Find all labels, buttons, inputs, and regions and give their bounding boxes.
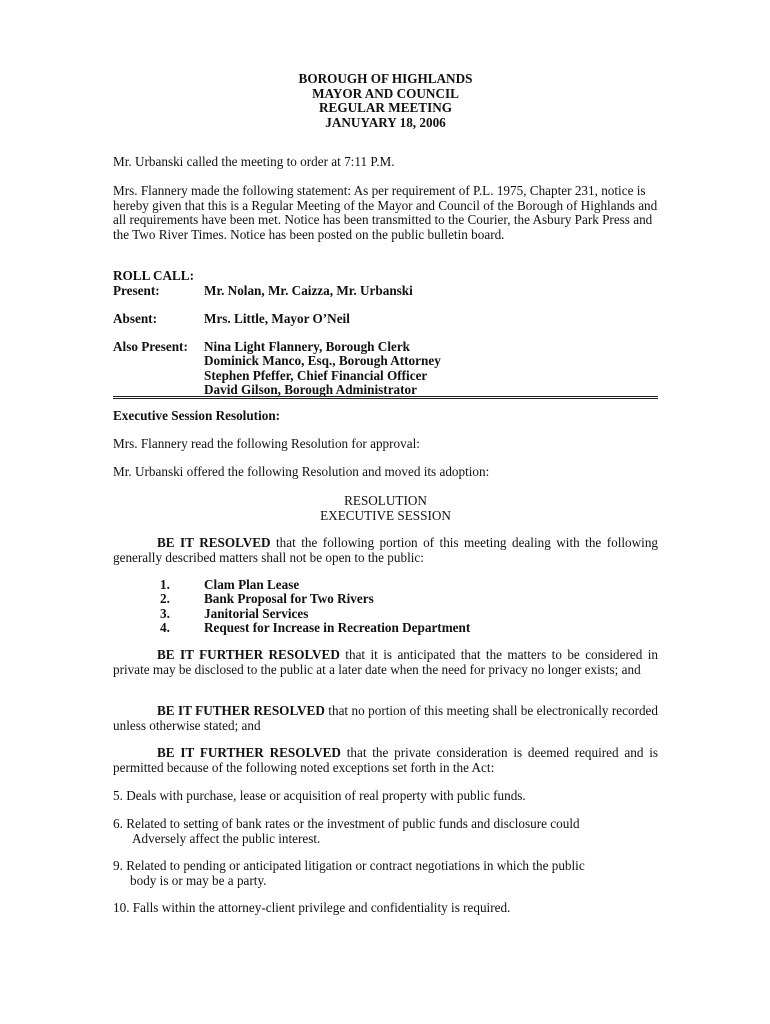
present-row	[113, 284, 658, 299]
present-value: Mr. Nolan, Mr. Caizza, Mr. Urbanski	[204, 283, 413, 298]
urbanski-offered: Mr. Urbanski offered the following Resolution and moved its adoption:	[113, 464, 490, 479]
flannery-read: Mrs. Flannery read the following Resolution for approval:	[113, 436, 420, 451]
resolved-clause-1	[113, 536, 658, 565]
notice-statement: Mrs. Flannery made the following statement: As per requirement of P.L. 1975, Chapter 231, notice is hereby given that this is a Regular Meeting of the Mayor and Council of the Borough of Highlands and all requirements have been met. Notice has been transmitted to the Courier, the Asbury Park Press and the Two River Times. Notice has been posted on the public bulletin board.	[113, 183, 658, 242]
also-present-label: Also Present:	[113, 339, 188, 354]
exception-item: 9. Related to pending or anticipated litigation or contract negotiations in which the public body is or may be a party.	[113, 858, 585, 888]
header-body: MAYOR AND COUNCIL	[312, 85, 459, 101]
list-item: 4. Request for Increase in Recreation Department	[160, 619, 471, 635]
resolved-lead: BE IT FUTHER RESOLVED	[157, 703, 325, 718]
absent-value: Mrs. Little, Mayor O’Neil	[204, 311, 350, 326]
resolved-text: that the following portion of this meeting dealing with the following generally described matters shall not be open to the public:	[113, 535, 659, 565]
also-present-item: Stephen Pfeffer, Chief Financial Officer	[204, 367, 428, 383]
also-present-list	[204, 340, 441, 397]
matters-list	[160, 578, 470, 635]
resolved-clause-2	[113, 648, 658, 677]
resolved-lead: BE IT FURTHER RESOLVED	[157, 745, 341, 760]
absent-label: Absent:	[113, 311, 157, 326]
resolved-text: that it is anticipated that the matters to be considered in private may be disclosed to the public at a later date when the need for privacy no longer exists; and	[113, 647, 658, 677]
section-divider	[113, 396, 658, 405]
absent-row	[113, 312, 658, 327]
resolution-title-line2: EXECUTIVE SESSION	[320, 507, 451, 523]
executive-session-heading: Executive Session Resolution:	[113, 408, 281, 423]
resolved-clause-4	[113, 746, 658, 775]
list-item: 3. Janitorial Services	[160, 605, 309, 621]
also-present-item: Dominick Manco, Esq., Borough Attorney	[204, 353, 441, 369]
also-present-item: David Gilson, Borough Administrator	[204, 381, 417, 397]
resolved-text: that the private consideration is deemed required and is permitted because of the following noted exceptions set forth in the Act:	[113, 745, 658, 775]
resolution-title	[113, 494, 658, 523]
resolved-text: that no portion of this meeting shall be electronically recorded unless otherwise stated; and	[113, 703, 659, 733]
resolved-lead: BE IT FURTHER RESOLVED	[157, 647, 340, 662]
call-to-order: Mr. Urbanski called the meeting to order at 7:11 P.M.	[113, 154, 395, 169]
exception-item: 5. Deals with purchase, lease or acquisition of real property with public funds.	[113, 788, 526, 803]
list-item: 1. Clam Plan Lease	[160, 577, 300, 592]
header-borough: BOROUGH OF HIGHLANDS	[298, 71, 473, 86]
document-header	[113, 72, 658, 130]
header-meeting-type: REGULAR MEETING	[319, 100, 452, 115]
header-date: JANUYARY 18, 2006	[325, 114, 446, 130]
present-label: Present:	[113, 283, 160, 298]
exception-item: 6. Related to setting of bank rates or the investment of public funds and disclosure could Adversely affect the public interest.	[113, 816, 580, 846]
resolved-lead: BE IT RESOLVED	[157, 535, 271, 550]
list-item: 2. Bank Proposal for Two Rivers	[160, 591, 374, 607]
roll-call-heading: ROLL CALL:	[113, 268, 194, 283]
exception-item: 10. Falls within the attorney-client privilege and confidentiality is required.	[113, 900, 511, 915]
resolved-clause-3	[113, 704, 658, 733]
resolution-title-line1: RESOLUTION	[344, 493, 427, 508]
also-present-item: Nina Light Flannery, Borough Clerk	[204, 339, 411, 354]
